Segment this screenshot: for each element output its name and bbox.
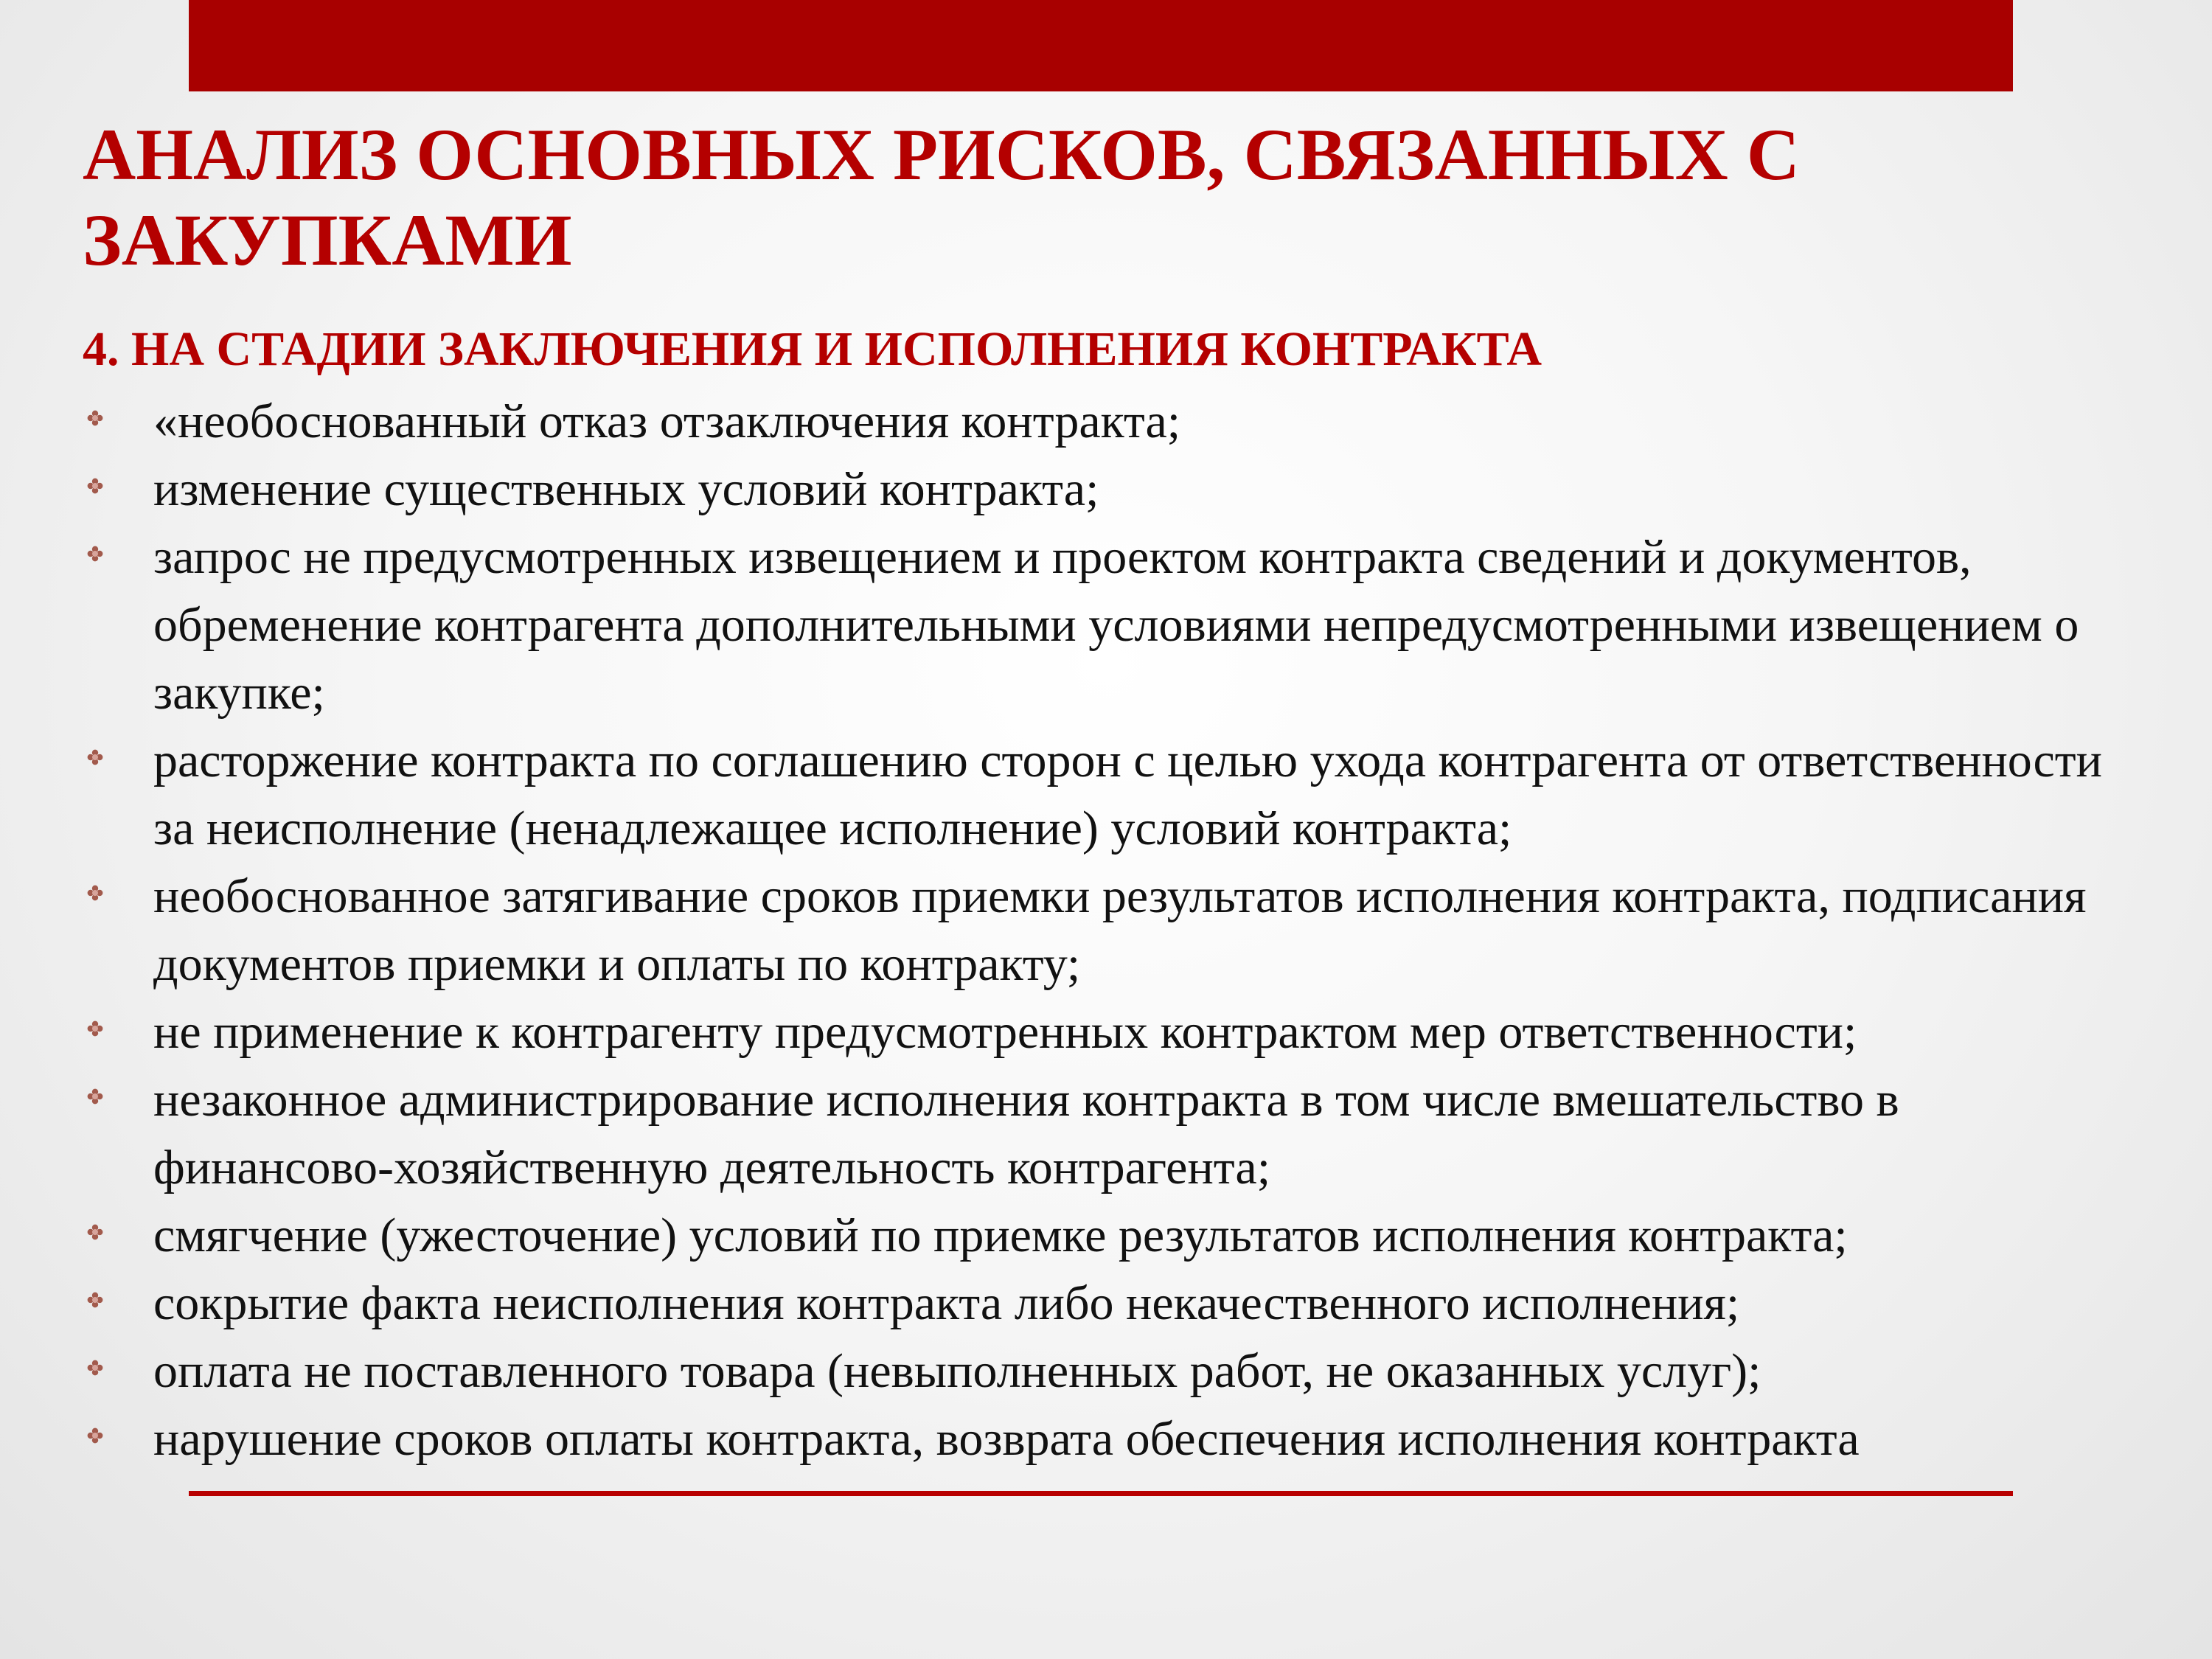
flower-bullet-icon [87,1224,103,1240]
risk-item-text: нарушение сроков оплаты контракта, возврата обеспечения исполнения контракта [153,1412,1860,1466]
risk-item-11 [83,1405,2132,1473]
risk-item-9 [83,1270,2132,1338]
risk-item-8 [83,1202,2132,1270]
risk-item-text: оплата не поставленного товара (невыполненных работ, не оказанных услуг); [153,1344,1761,1398]
risk-item-5 [83,863,2132,998]
risk-item-text: не применение к контрагенту предусмотренных контрактом мер ответственности; [153,1005,1857,1059]
risk-item-6 [83,998,2132,1066]
slide-subtitle: 4. НА СТАДИИ ЗАКЛЮЧЕНИЯ И ИСПОЛНЕНИЯ КОНТРАКТА [83,322,1543,376]
risk-item-7 [83,1066,2132,1202]
risk-item-text: расторжение контракта по соглашению сторон с целью ухода контрагента от ответственности за неисполнение (ненадлежащее исполнение) условий контракта; [153,734,2102,855]
risk-item-4 [83,727,2132,863]
risk-item-3 [83,524,2132,727]
flower-bullet-icon [87,1360,103,1376]
bottom-divider [189,1491,2013,1496]
flower-bullet-icon [87,478,103,494]
risk-item-text: «необоснованный отказ отзаключения контракта; [153,394,1181,448]
risk-item-text: смягчение (ужесточение) условий по приемке результатов исполнения контракта; [153,1208,1848,1262]
risk-item-text: необоснованное затягивание сроков приемки результатов исполнения контракта, подписания документов приемки и оплаты по контракту; [153,869,2087,991]
flower-bullet-icon [87,749,103,765]
flower-bullet-icon [87,1427,103,1444]
risk-item-text: сокрытие факта неисполнения контракта либо некачественного исполнения; [153,1276,1740,1330]
flower-bullet-icon [87,885,103,901]
risk-list [83,388,2132,1473]
flower-bullet-icon [87,1020,103,1037]
flower-bullet-icon [87,1292,103,1308]
top-accent-bar [189,0,2013,91]
flower-bullet-icon [87,1088,103,1105]
risk-item-text: запрос не предусмотренных извещением и проектом контракта сведений и документов, обременение контрагента дополнительными условиями непредусмотренными извещением о закупке; [153,530,2079,720]
slide-title: АНАЛИЗ ОСНОВНЫХ РИСКОВ, СВЯЗАННЫХ С ЗАКУПКАМИ [83,114,1800,281]
risk-item-text: незаконное администрирование исполнения контракта в том числе вмешательство в финансово-хозяйственную деятельность контрагента; [153,1073,1899,1194]
flower-bullet-icon [87,546,103,562]
risk-item-10 [83,1338,2132,1405]
risk-item-1 [83,388,2132,456]
risk-item-text: изменение существенных условий контракта; [153,462,1099,516]
risk-item-2 [83,456,2132,524]
flower-bullet-icon [87,410,103,426]
